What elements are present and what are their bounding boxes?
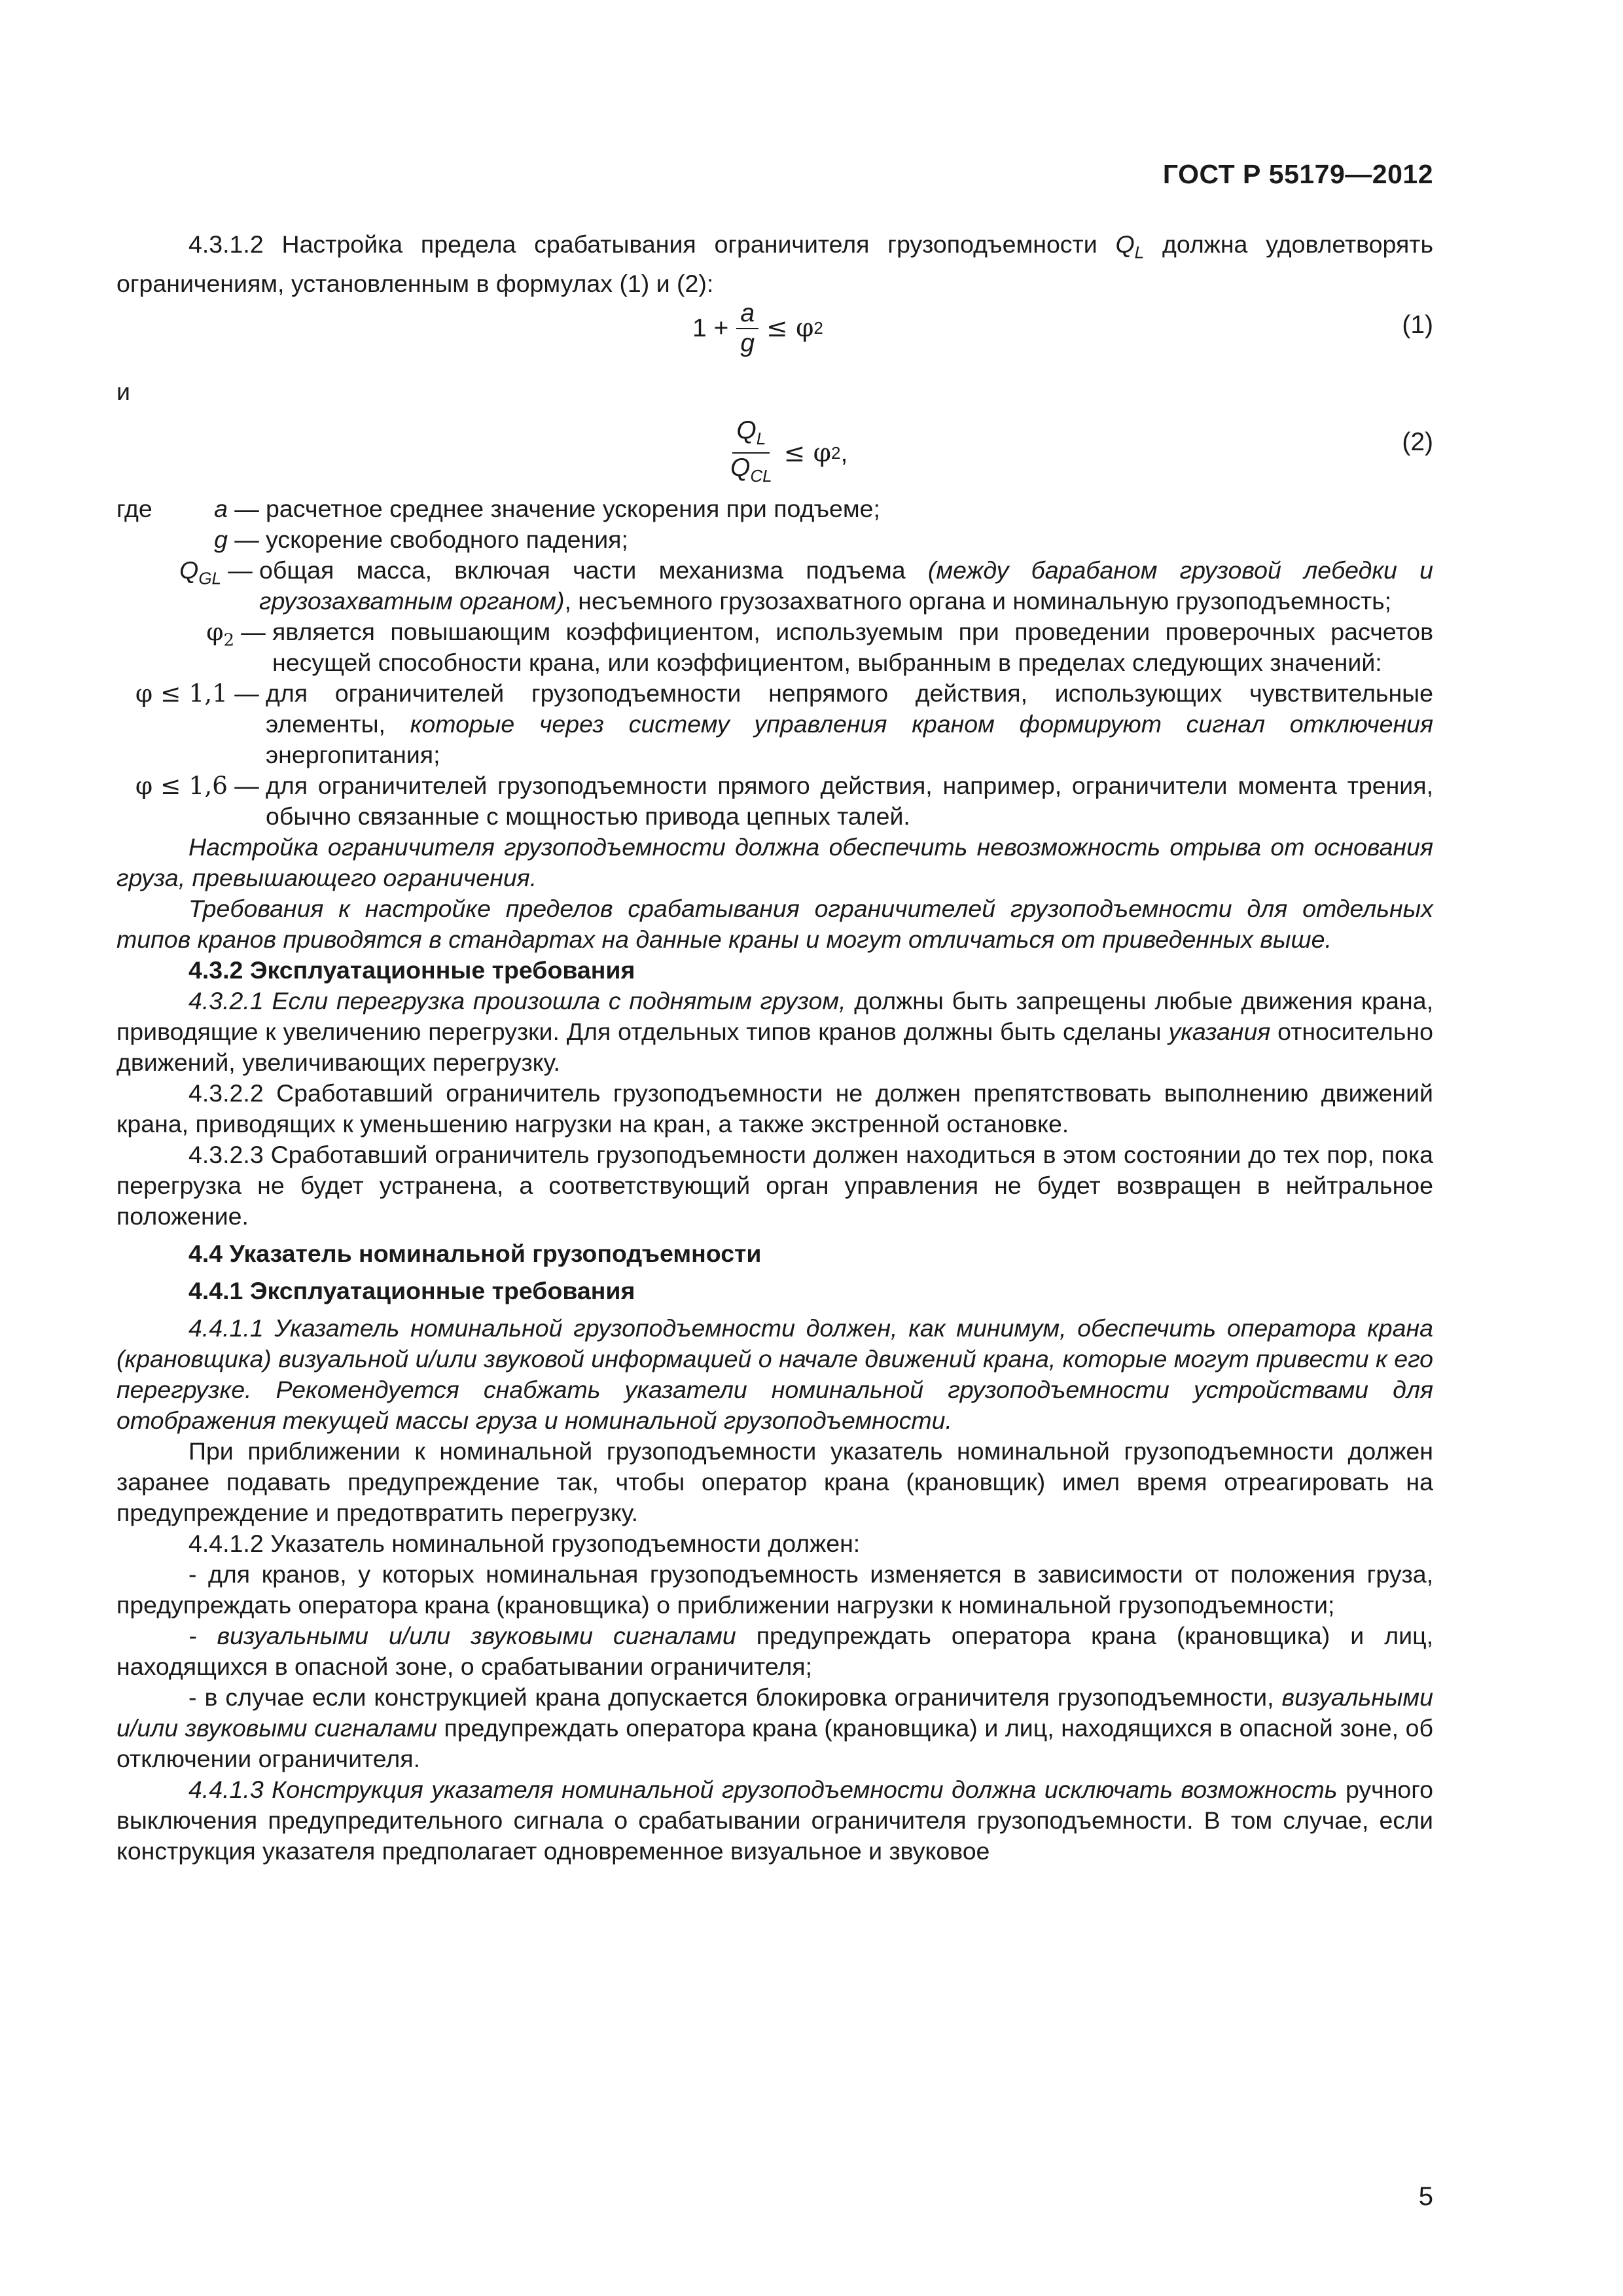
where-label: где xyxy=(116,494,152,522)
italic-span: которые через систему управления краном формируют сигнал отключения xyxy=(410,709,1433,738)
paragraph-4-4-1-2: 4.4.1.2 Указатель номинальной грузоподъемности должен: xyxy=(188,1529,861,1557)
definition-dash: — xyxy=(234,771,259,799)
definition-dash: — xyxy=(234,494,259,522)
definition-dash: — xyxy=(228,556,253,584)
term-symbol: g xyxy=(214,525,228,553)
definition-dash: — xyxy=(234,679,259,707)
italic-span: указания xyxy=(1168,1017,1271,1045)
definition-text xyxy=(266,678,1433,770)
definition-dash: — xyxy=(241,617,266,645)
symbol-q: Q xyxy=(1115,230,1135,258)
definition-text: является повышающим коэффициентом, используемым при проведении проверочных расчетов несущей способности крана, или коэффициентом, выбранным в пределах следующих значений: xyxy=(272,617,1433,676)
text-span: общая масса, включая части механизма подъема xyxy=(259,556,928,584)
text-span: ручного выключения предупредительного сигнала о срабатывании ограничителя грузоподъемности. В том случае, если конструкция указателя предполагает одновременное визуальное и звуковое xyxy=(116,1775,1433,1865)
text-span: предупреждать оператора крана (крановщика) и лиц, находящихся в опасной зоне, о срабатывании ограничителя; xyxy=(116,1621,1433,1680)
italic-span: (между барабаном грузовой лебедки и грузозахватным органом) xyxy=(259,556,1433,615)
definition-term xyxy=(116,493,228,524)
paragraph-4-3-2-2: 4.3.2.2 Сработавший ограничитель грузоподъемности не должен препятствовать выполнению движений крана, приводящих к уменьшению нагрузки на кран, а также экстренной остановке. xyxy=(116,1079,1433,1138)
formula-subscript: 2 xyxy=(830,442,841,463)
formula-relation: ≤ φ xyxy=(783,438,831,468)
term-subscript: 2 xyxy=(223,630,234,650)
formula-subscript: 2 xyxy=(813,318,823,338)
document-body xyxy=(116,229,1433,1867)
text-span: , несъемного грузозахватного органа и номинальную грузоподъемность; xyxy=(564,586,1392,615)
term-subscript: GL xyxy=(198,568,221,588)
term-symbol: Q xyxy=(179,556,199,584)
italic-span: визуальными и/или звуковыми сигналами xyxy=(116,1683,1433,1742)
paragraph-4-3-1-2 xyxy=(116,229,1433,299)
paragraph-4-3-2-1 xyxy=(116,986,1433,1078)
definition-text: ускорение свободного падения; xyxy=(266,525,628,553)
formula-lhs: 1 + xyxy=(692,314,729,342)
italic-span: - визуальными и/или звуковыми сигналами xyxy=(188,1621,736,1649)
heading-4-3-2: 4.3.2 Эксплуатационные требования xyxy=(188,956,635,984)
formula-number: (2) xyxy=(1402,427,1433,456)
symbol-q: Q xyxy=(736,416,757,444)
definition-term: φ ≤ 1,1 xyxy=(135,678,228,708)
definition-g xyxy=(116,524,1433,555)
symbol-sub: L xyxy=(756,428,766,448)
text-span: энергопитания; xyxy=(266,740,440,768)
list-item xyxy=(116,1682,1433,1774)
formula-2-expression xyxy=(719,416,847,491)
heading-4-4: 4.4 Указатель номинальной грузоподъемности xyxy=(188,1239,762,1267)
formula-2 xyxy=(116,416,1433,484)
standard-designation: ГОСТ Р 55179—2012 xyxy=(1162,159,1433,189)
definition-term: φ ≤ 1,6 xyxy=(135,770,228,800)
definition-text xyxy=(259,555,1433,617)
page-number: 5 xyxy=(1418,2182,1433,2211)
list-item: - для кранов, у которых номинальная грузоподъемность изменяется в зависимости от положения груза, предупреждать оператора крана (крановщика) о приближении нагрузки к номинальной грузоподъемности; xyxy=(116,1560,1433,1619)
fraction-numerator: a xyxy=(736,299,758,329)
definitions-list xyxy=(116,493,1433,832)
fraction-numerator xyxy=(732,416,770,454)
formula-number: (1) xyxy=(1402,310,1433,339)
symbol-sub: L xyxy=(1134,242,1145,262)
definition-text: расчетное среднее значение ускорения при подъеме; xyxy=(266,494,880,522)
text-span: - в случае если конструкцией крана допускается блокировка ограничителя грузоподъемности, xyxy=(188,1683,1282,1711)
text-span: предупреждать оператора крана (крановщика) и лиц, находящихся в опасной зоне, об отключении ограничителя. xyxy=(116,1713,1434,1772)
paragraph-4-3-2-3: 4.3.2.3 Сработавший ограничитель грузоподъемности должен находиться в этом состоянии до тех пор, пока перегрузка не будет устранена, а соответствующий орган управления не будет возвращен в нейтральное положение. xyxy=(116,1140,1433,1230)
definition-phi-1-1 xyxy=(116,678,1433,770)
definition-qgl xyxy=(116,555,1433,617)
text-span: относительно движений, увеличивающих перегрузку. xyxy=(116,1017,1433,1076)
paragraph-setting: Настройка ограничителя грузоподъемности должна обеспечить невозможность отрыва от основания груза, превышающего ограничения. xyxy=(116,833,1433,891)
symbol-sub: CL xyxy=(750,466,772,486)
list-item xyxy=(116,1621,1433,1682)
definition-term xyxy=(116,555,221,594)
definition-term xyxy=(116,617,234,656)
formula-relation: ≤ φ xyxy=(766,314,814,343)
paragraph-4-4-1-1: 4.4.1.1 Указатель номинальной грузоподъемности должен, как минимум, обеспечить оператора крана (крановщика) визуальной и/или звуковой информацией о начале движений крана, которые могут привести к его перегрузке. Рекомендуется снабжать указатели номинальной грузоподъемности устройствами для отображения текущей массы груза и номинальной грузоподъемности. xyxy=(116,1314,1433,1434)
paragraph-requirements: Требования к настройке пределов срабатывания ограничителей грузоподъемности для отдельных типов кранов приводятся в стандартах на данные краны и могут отличаться от приведенных выше. xyxy=(116,894,1433,953)
term-symbol: φ xyxy=(206,617,224,646)
symbol-q: Q xyxy=(730,454,751,482)
definition-a xyxy=(116,493,1433,524)
fraction xyxy=(736,299,758,358)
formula-1-expression xyxy=(692,299,823,358)
fraction-denominator xyxy=(726,454,776,490)
formula-1 xyxy=(116,299,1433,367)
italic-span: 4.3.2.1 Если перегрузка произошла с поднятым грузом, xyxy=(188,986,846,1014)
heading-4-4-1: 4.4.1 Эксплуатационные требования xyxy=(188,1276,635,1304)
formula-tail: , xyxy=(840,439,848,467)
text-span: должны быть запрещены любые движения крана, приводящие к увеличению перегрузки. Для отдельных типов кранов должны быть сделаны xyxy=(116,986,1433,1045)
paragraph-approach: При приближении к номинальной грузоподъемности указатель номинальной грузоподъемности должен заранее подавать предупреждение так, чтобы оператор крана (крановщик) имел время отреагировать на предупреждение и предотвратить перегрузку. xyxy=(116,1437,1433,1526)
term-symbol: a xyxy=(214,494,228,522)
definition-term xyxy=(116,524,228,555)
text-span: должна удовлетворять ограничениям, установленным в формулах (1) и (2): xyxy=(116,230,1433,297)
paragraph-4-4-1-3 xyxy=(116,1774,1433,1867)
definition-text: для ограничителей грузоподъемности прямого действия, например, ограничители момента трения, обычно связанные с мощностью привода цепных талей. xyxy=(266,771,1433,830)
definition-phi-1-6 xyxy=(116,770,1433,832)
definition-dash: — xyxy=(234,525,259,553)
definition-phi2 xyxy=(116,617,1433,678)
fraction xyxy=(726,416,776,491)
text-span: 4.3.1.2 Настройка предела срабатывания ограничителя грузоподъемности xyxy=(188,230,1116,258)
italic-span: 4.4.1.3 Конструкция указателя номинальной грузоподъемности должна исключать возможность xyxy=(188,1775,1338,1803)
fraction-denominator: g xyxy=(740,329,755,357)
conjunction: и xyxy=(116,377,130,405)
text-span: для ограничителей грузоподъемности непрямого действия, использующих чувствительные элементы, xyxy=(266,679,1433,738)
